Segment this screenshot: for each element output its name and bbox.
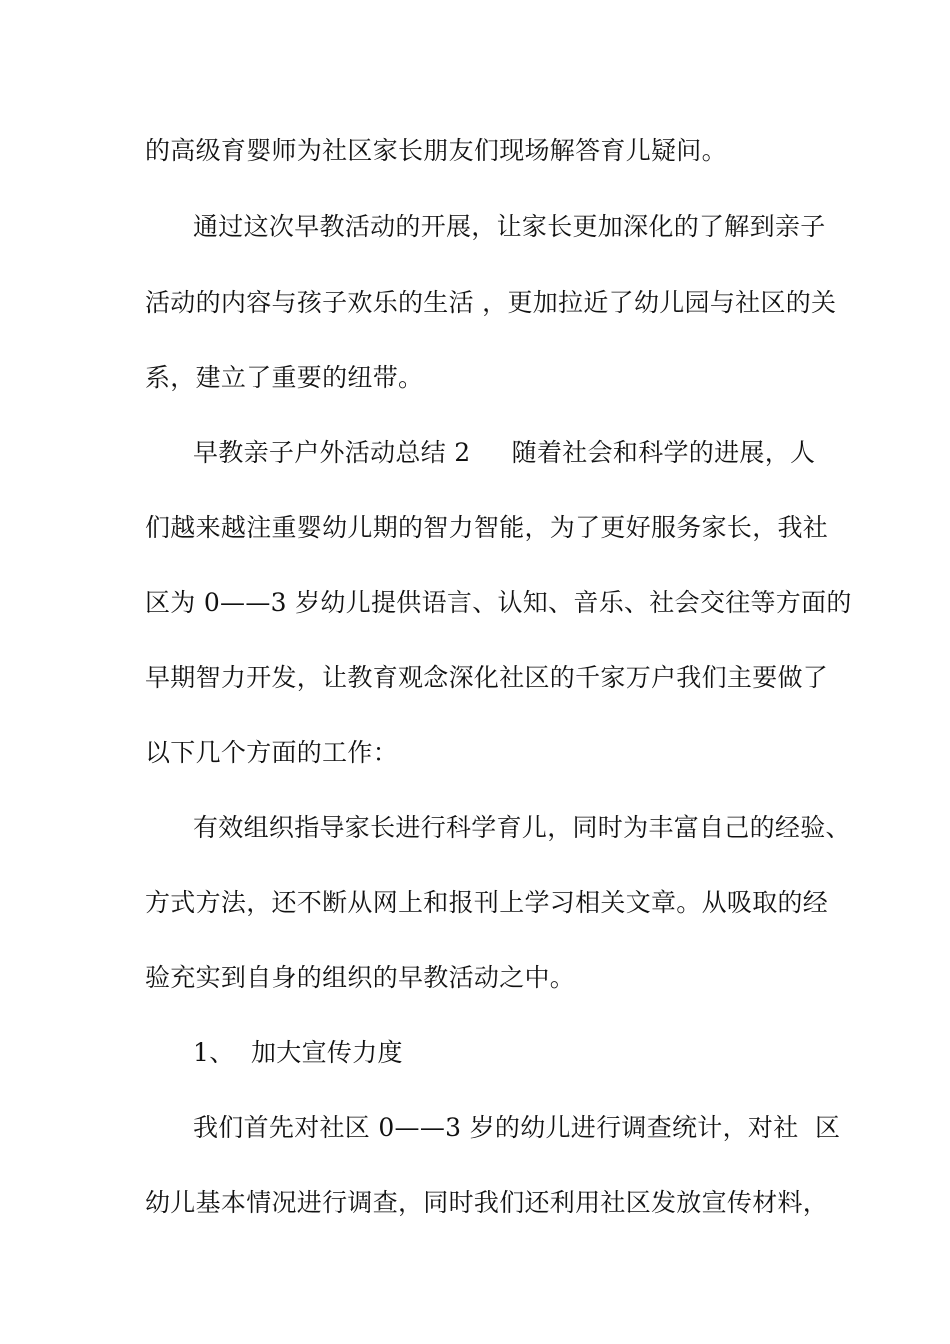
text-line: 区为 0——3 岁幼儿提供语言、认知、音乐、社会交往等方面的 <box>145 588 852 617</box>
paragraph-start-line: 通过这次早教活动的开展，让家长更加深化的了解到亲子 <box>193 212 826 241</box>
section-heading-line: 早教亲子户外活动总结 2 随着社会和科学的进展，人 <box>193 438 816 467</box>
text-line: 们越来越注重婴幼儿期的智力智能，为了更好服务家长，我社 <box>145 513 829 542</box>
text-line: 早期智力开发，让教育观念深化社区的千家万户我们主要做了 <box>145 663 829 692</box>
paragraph-start-line: 我们首先对社区 0——3 岁的幼儿进行调查统计，对社 区 <box>193 1113 841 1142</box>
text-line: 以下几个方面的工作： <box>145 738 399 767</box>
text-line: 的高级育婴师为社区家长朋友们现场解答育儿疑问。 <box>145 136 727 165</box>
text-line: 系，建立了重要的纽带。 <box>145 363 424 392</box>
numbered-heading: 1、 加大宣传力度 <box>193 1038 403 1067</box>
text-line: 方式方法，还不断从网上和报刊上学习相关文章。从吸取的经 <box>145 888 829 917</box>
text-line: 活动的内容与孩子欢乐的生活 ，更加拉近了幼儿园与社区的关 <box>145 288 837 317</box>
text-line: 幼儿基本情况进行调查，同时我们还利用社区发放宣传材料， <box>145 1188 829 1217</box>
paragraph-start-line: 有效组织指导家长进行科学育儿，同时为丰富自己的经验、 <box>193 813 851 842</box>
text-line: 验充实到自身的组织的早教活动之中。 <box>145 963 576 992</box>
